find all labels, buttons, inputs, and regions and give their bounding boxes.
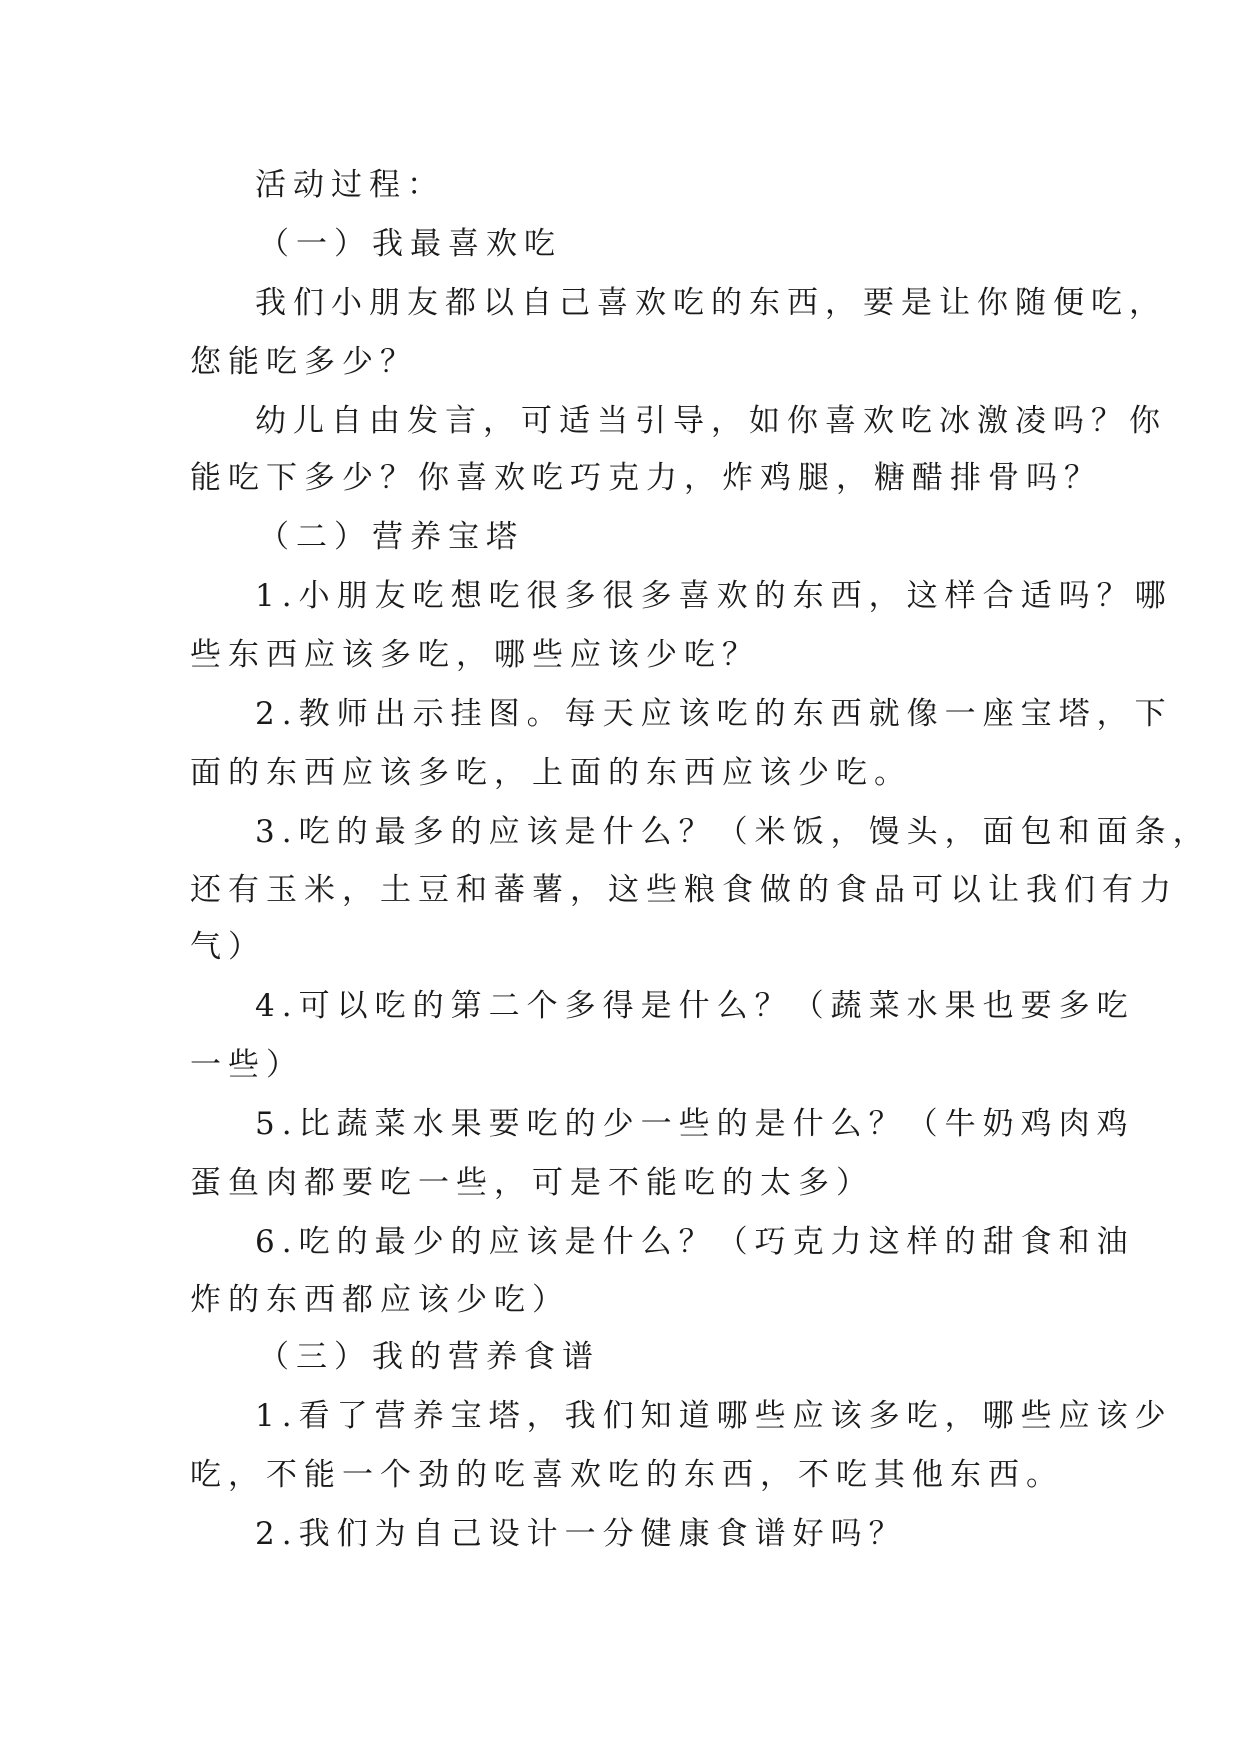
paragraph-line: 气） [190, 929, 266, 965]
paragraph-line: 4.可以吃的第二个多得是什么？（蔬菜水果也要多吃 [255, 988, 1135, 1024]
paragraph-line: 2.教师出示挂图。每天应该吃的东西就像一座宝塔，下 [255, 696, 1173, 732]
paragraph-line: 5.比蔬菜水果要吃的少一些的是什么？（牛奶鸡肉鸡 [255, 1106, 1135, 1142]
paragraph-line: 您能吃多少？ [190, 344, 418, 380]
paragraph-line: 炸的东西都应该少吃） [190, 1282, 570, 1318]
paragraph-line: 吃，不能一个劲的吃喜欢吃的东西，不吃其他东西。 [190, 1457, 1064, 1493]
paragraph-line: 1.小朋友吃想吃很多很多喜欢的东西，这样合适吗？哪 [255, 578, 1173, 614]
paragraph-line: 1.看了营养宝塔，我们知道哪些应该多吃，哪些应该少 [255, 1398, 1173, 1434]
paragraph-line: 还有玉米，土豆和蕃薯，这些粮食做的食品可以让我们有力 [190, 872, 1178, 908]
section-heading-2: （二）营养宝塔 [258, 519, 524, 555]
paragraph-line: 幼儿自由发言，可适当引导，如你喜欢吃冰激凌吗？你 [255, 403, 1167, 439]
paragraph-line: 我们小朋友都以自己喜欢吃的东西，要是让你随便吃， [255, 285, 1167, 321]
paragraph-line: 蛋鱼肉都要吃一些，可是不能吃的太多） [190, 1165, 874, 1201]
section-heading-3: （三）我的营养食谱 [258, 1339, 600, 1375]
paragraph-line: 2.我们为自己设计一分健康食谱好吗？ [255, 1516, 907, 1552]
paragraph-line: 能吃下多少？你喜欢吃巧克力，炸鸡腿，糖醋排骨吗？ [190, 460, 1102, 496]
paragraph-line: 6.吃的最少的应该是什么？（巧克力这样的甜食和油 [255, 1224, 1135, 1260]
paragraph-line: 面的东西应该多吃，上面的东西应该少吃。 [190, 755, 912, 791]
paragraph-line: 一些） [190, 1047, 304, 1083]
paragraph-line: 3.吃的最多的应该是什么？（米饭，馒头，面包和面条， [255, 814, 1211, 850]
section-intro: 活动过程： [255, 167, 445, 203]
paragraph-line: 些东西应该多吃，哪些应该少吃？ [190, 637, 760, 673]
section-heading-1: （一）我最喜欢吃 [258, 226, 562, 262]
